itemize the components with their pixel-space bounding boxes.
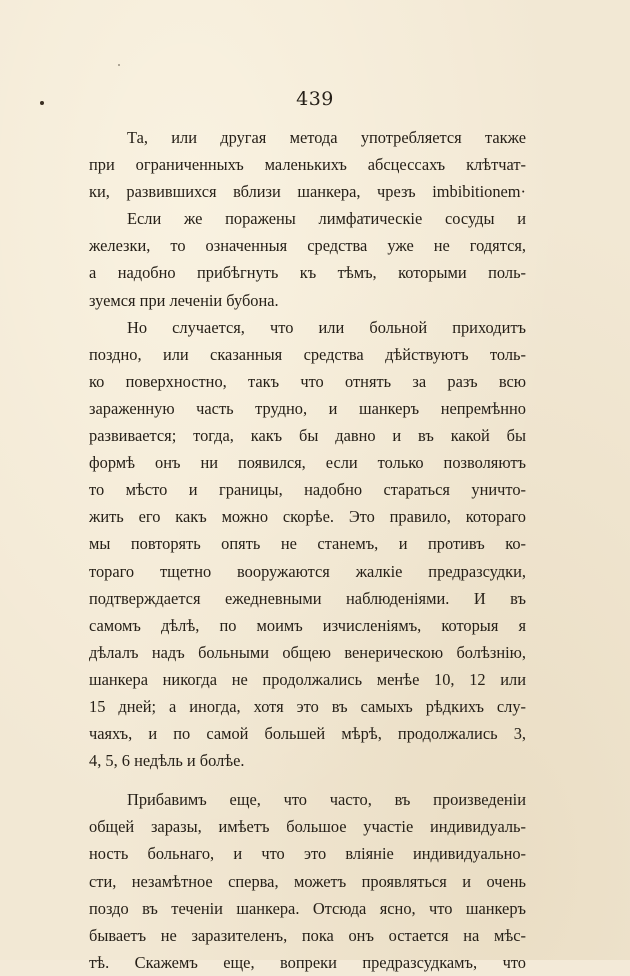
ink-speck <box>118 64 120 66</box>
text-line: шанкера никогда не продолжались менѣе 10, 12 или <box>89 669 526 689</box>
text-line: чаяхъ, и по самой большей мѣрѣ, продолжались 3, <box>89 724 526 744</box>
text-line: подтверждается ежедневными наблюденіями. И въ <box>89 588 526 608</box>
text-line: поздо въ теченіи шанкера. Отсюда ясно, что шанкеръ <box>89 898 526 918</box>
text-line: тораго тщетно вооружаются жалкіе предразсудки, <box>89 561 526 581</box>
text-line: а надобно прибѣгнуть къ тѣмъ, которыми поль- <box>89 263 526 283</box>
text-line: Если же поражены лимфатическіе сосуды и <box>127 209 526 229</box>
text-line: при ограниченныхъ маленькихъ абсцессахъ клѣтчат- <box>89 155 526 175</box>
text-line: то мѣсто и границы, надобно стараться уничто- <box>89 480 526 500</box>
text-line: самомъ дѣлѣ, по моимъ изчисленіямъ, которыя я <box>89 615 526 635</box>
body-text <box>89 124 526 976</box>
text-line: поздно, или сказанныя средства дѣйствуютъ толь- <box>89 344 526 364</box>
text-line: дѣлалъ надъ больными общею венерическою болѣзнію, <box>89 642 526 662</box>
text-line: Та, или другая метода употребляется также <box>127 128 526 147</box>
text-line: ность больнаго, и что это вліяніе индивидуально- <box>89 844 526 864</box>
text-line: Прибавимъ еще, что часто, въ произведеніи <box>127 790 526 810</box>
text-line: формѣ онъ ни появился, если только позволяютъ <box>89 453 526 473</box>
paragraph-gap <box>89 774 526 786</box>
text-line: сти, незамѣтное сперва, можетъ проявляться и очень <box>89 871 526 891</box>
text-line: ко поверхностно, такъ что отнять за разъ всю <box>89 371 526 391</box>
text-line: жить его какъ можно скорѣе. Это правило, котораго <box>89 507 526 527</box>
text-line: ки, развившихся вблизи шанкера, чрезъ imbibitionem· <box>89 182 526 202</box>
text-line: железки, то означенныя средства уже не годятся, <box>89 236 526 256</box>
text-line: развивается; тогда, какъ бы давно и въ какой бы <box>89 426 526 446</box>
text-line: Но случается, что или больной приходитъ <box>127 317 526 337</box>
text-line: тѣ. Скажемъ еще, вопреки предразсудкамъ, что <box>89 952 526 972</box>
text-line: 15 дней; а иногда, хотя это въ самыхъ рѣдкихъ слу- <box>89 696 526 716</box>
text-line: общей заразы, имѣетъ большое участіе индивидуаль- <box>89 817 526 837</box>
text-line: 4, 5, 6 недѣль и болѣе. <box>89 751 245 771</box>
text-line: бываетъ не заразителенъ, пока онъ остается на мѣс- <box>89 925 526 945</box>
page-number: 439 <box>296 88 334 110</box>
text-line: зуемся при леченіи бубона. <box>89 290 279 310</box>
text-line: зараженную часть трудно, и шанкеръ непремѣнно <box>89 398 526 418</box>
text-line: мы повторять опять не станемъ, и противъ ко- <box>89 534 526 554</box>
